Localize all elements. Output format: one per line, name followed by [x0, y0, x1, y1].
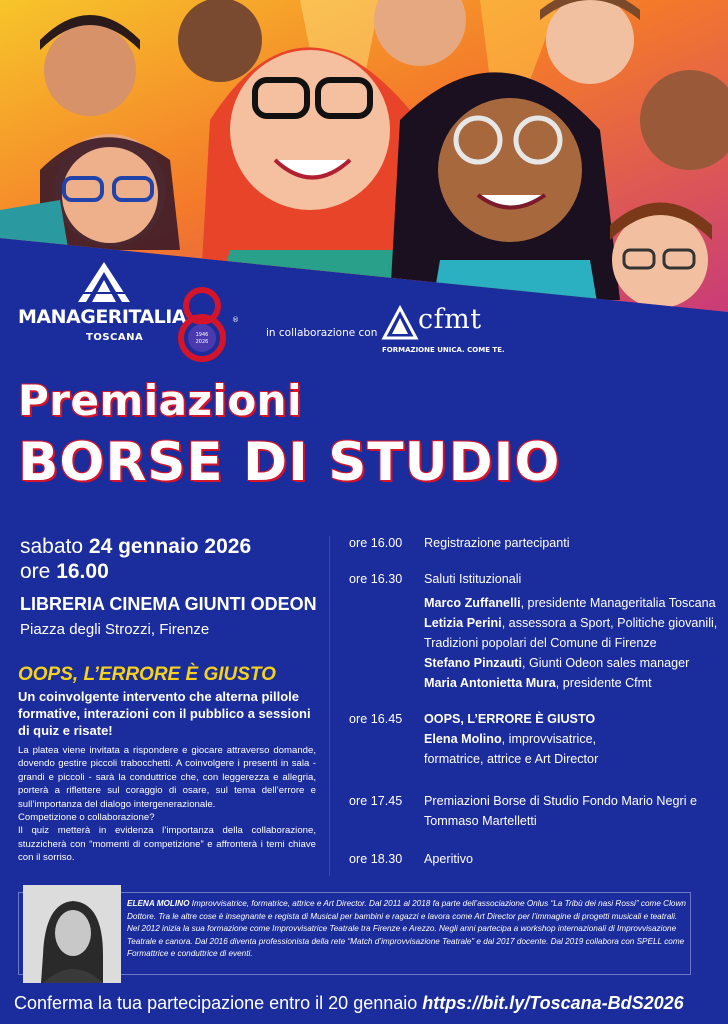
programme-line	[424, 633, 719, 653]
programme-desc	[424, 533, 719, 553]
time-value: 16.00	[56, 560, 109, 583]
programme-line	[424, 653, 719, 673]
programme-line	[424, 593, 719, 613]
programme-line	[424, 849, 719, 869]
manageritalia-name: MANAGERITALIA	[18, 306, 187, 328]
event-address: Piazza degli Strozzi, Firenze	[20, 621, 210, 638]
registered-mark: ®	[232, 316, 239, 324]
speaker-role: , presidente Manageritalia Toscana	[520, 596, 716, 610]
speaker-name: Stefano Pinzauti	[424, 656, 522, 670]
programme-line	[424, 791, 719, 811]
anniversary-year-end: 2026	[195, 339, 209, 345]
rsvp-footer	[14, 993, 684, 1014]
anniversary-year-start: 1946	[195, 332, 209, 338]
programme-line	[424, 811, 719, 831]
manageritalia-region: TOSCANA	[86, 332, 144, 343]
oops-body-paragraph: Il quiz metterà in evidenza l’importanza della collaborazione, stuzzicherà con “momenti di competizione” e affronterà i temi chiave con il sorriso.	[18, 825, 316, 864]
programme-desc	[424, 791, 719, 831]
bio-description: Improvvisatrice, formatrice, attrice e Art Director. Dal 2011 al 2018 fa parte dell’associazione Onlus “La Tribù dei nasi Rossi” come Clown Dottore. Tra le altre cose è insegnante e regista di Musical per bambini e ragazzi e lavora come Art Director per l’immagine di progetti musicali e teatrali. Nel 2012 inizia la sua formazione come Improvvisatrice Teatrale tra Firenze e Arezzo. Negli anni partecipa a workshop internazionali di Improvvisazione Teatrale e canora. Dal 2016 diventa professionista della rete “Match d’improvvisazione Teatrale” e dal 2017 docente. Dal 2019 collabora con SPELL come Formattrice e conduttrice di eventi.	[127, 899, 686, 959]
programme-time: ore 17.45	[349, 794, 403, 808]
portrait-photo	[23, 885, 121, 983]
anniversary-eight-icon	[168, 284, 238, 362]
title-line-1: Premiazioni	[18, 376, 302, 425]
speaker-name: Marco Zuffanelli	[424, 596, 521, 610]
programme-line-text: Registrazione partecipanti	[424, 536, 570, 550]
portrait-photo-icon	[23, 885, 121, 983]
speaker-bio-text	[127, 898, 687, 961]
cfmt-name: cfmt	[418, 304, 482, 335]
programme-time: ore 16.45	[349, 712, 403, 726]
programme-line-text: Premiazioni Borse di Studio Fondo Mario Negri e	[424, 794, 697, 808]
cfmt-tagline: FORMAZIONE UNICA. COME TE.	[382, 346, 505, 354]
programme-desc	[424, 569, 719, 693]
speaker-name: Elena Molino	[424, 732, 502, 746]
speaker-role: formatrice, attrice e Art Director	[424, 752, 599, 766]
programme-line	[424, 729, 719, 749]
speaker-role: , assessora a Sport, Politiche giovanili,	[501, 616, 718, 630]
programme-time: ore 18.30	[349, 852, 403, 866]
programme-time: ore 16.00	[349, 536, 403, 550]
bio-name: ELENA MOLINO	[127, 899, 190, 908]
speaker-role: , improvvisatrice,	[501, 732, 597, 746]
speaker-role: , Giunti Odeon sales manager	[521, 656, 690, 670]
programme-line-text: Tommaso Martelletti	[424, 814, 537, 828]
cfmt-logo-icon	[382, 306, 418, 340]
date-prefix: sabato	[20, 535, 84, 558]
programme-desc	[424, 849, 719, 869]
rsvp-text: Conferma la tua partecipazione entro il 20 gennaio	[14, 993, 423, 1013]
oops-body	[18, 744, 316, 865]
speaker-role: Tradizioni popolari del Comune di Firenze	[424, 636, 657, 650]
programme-line-text: Saluti Istituzionali	[424, 572, 522, 586]
programme-line	[424, 613, 719, 633]
oops-lead: Un coinvolgente intervento che alterna pillole formative, interazioni con il pubblico a sessioni di quiz e risate!	[18, 689, 311, 738]
programme-line-text: Aperitivo	[424, 852, 473, 866]
event-date	[20, 534, 251, 584]
oops-body-question: Competizione o collaborazione?	[18, 812, 155, 824]
programme-line	[424, 673, 719, 693]
oops-body-paragraph: La platea viene invitata a rispondere e giocare attraverso domande, dovendo gestire piccoli trabocchetti. A coinvolgere i presenti in sala - grandi e piccoli - sarà la conduttrice che, con leggerezza e allegria, porterà a riflettere sul coraggio di osare, sul tema dell’errore e sull’importanza del dialogo intergenerazionale.	[18, 745, 316, 810]
oops-title: OOPS, L’ERRORE È GIUSTO	[18, 664, 276, 685]
programme-line	[424, 569, 719, 589]
event-venue: LIBRERIA CINEMA GIUNTI ODEON	[20, 594, 317, 614]
programme-desc	[424, 709, 719, 769]
programme-line	[424, 709, 719, 729]
collaboration-text: in collaborazione con	[266, 327, 378, 339]
programme-time: ore 16.30	[349, 572, 403, 586]
speaker-name: Letizia Perini	[424, 616, 502, 630]
column-divider	[329, 536, 330, 876]
cfmt-logo	[382, 306, 512, 362]
manageritalia-logo	[18, 262, 238, 362]
programme-line	[424, 749, 719, 769]
speaker-bio-box	[18, 892, 691, 975]
title-line-2: BORSE DI STUDIO	[18, 432, 561, 493]
time-prefix: ore	[20, 560, 51, 583]
rsvp-link[interactable]: https://bit.ly/Toscana-BdS2026	[422, 993, 684, 1013]
manageritalia-logo-icon	[78, 262, 130, 302]
programme-line	[424, 533, 719, 553]
speaker-role: , presidente Cfmt	[555, 676, 652, 690]
date-value: 24 gennaio 2026	[88, 535, 252, 558]
session-title: OOPS, L’ERRORE È GIUSTO	[424, 712, 596, 726]
speaker-name: Maria Antonietta Mura	[424, 676, 556, 690]
